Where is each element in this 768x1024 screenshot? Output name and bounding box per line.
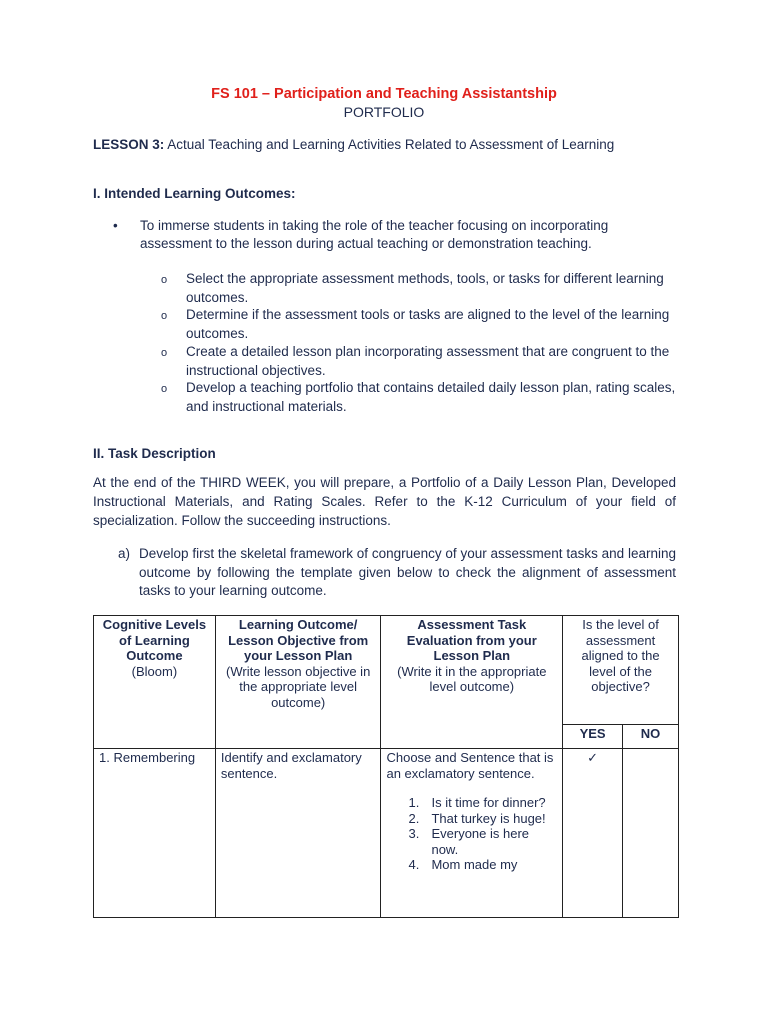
table-row [94, 749, 679, 918]
outcome-sub-item-text: Determine if the assessment tools or tasks are aligned to the level of the learning outcomes. [186, 307, 670, 341]
cell-task-prompt: Choose and Sentence that is an exclamatory sentence. [386, 750, 554, 781]
lesson-label: LESSON 3: [93, 137, 165, 152]
bullet-dot-icon: • [113, 218, 118, 233]
cell-task [381, 749, 563, 918]
task-paragraph: At the end of the THIRD WEEK, you will prepare, a Portfolio of a Daily Lesson Plan, Developed Instructional Materials, and Rating Scales. Refer to the K-12 Curriculum of your field of specialization. Follow the succeeding instructions. [93, 475, 676, 528]
cell-objective: Identify and exclamatory sentence. [215, 749, 381, 918]
header-learning-outcome [215, 616, 381, 749]
page-title: FS 101 – Participation and Teaching Assistantship [211, 86, 557, 102]
lesson-line [93, 137, 614, 152]
outcome-sub-item [161, 269, 681, 307]
list-item: 1. Is it time for dinner? [408, 795, 546, 810]
header-assessment-task [381, 616, 563, 749]
task-item-text: Develop first the skeletal framework of congruency of your assessment tasks and learning outcome by following the template given below to check the alignment of assessment tasks to your learning outcome. [139, 546, 676, 598]
task-options-list [386, 795, 557, 873]
task-item-a [118, 545, 676, 601]
list-item: 2. That turkey is huge! [408, 810, 546, 826]
task-item-marker: a) [118, 546, 131, 561]
outcome-sub-item-text: Select the appropriate assessment methods, tools, or tasks for different learning outcomes. [186, 271, 664, 305]
page-subtitle: PORTFOLIO [343, 104, 425, 120]
header-cognitive-levels-title: Cognitive Levels of Learning Outcome [102, 617, 207, 663]
cell-yes [563, 749, 623, 918]
list-item: 4. Mom made my [408, 857, 518, 872]
header-cognitive-levels-note: (Bloom) [131, 663, 178, 679]
lesson-text: Actual Teaching and Learning Activities Related to Assessment of Learning [164, 137, 615, 152]
outcome-sub-item-text: Develop a teaching portfolio that contains detailed daily lesson plan, rating scales, and instructional materials. [186, 380, 676, 414]
outcome-bullet-text: To immerse students in taking the role of the teacher focusing on incorporating assessment to the lesson during actual teaching or demonstration teaching. [140, 218, 609, 251]
circle-bullet-icon: o [161, 274, 168, 286]
checkmark-icon: ✓ [587, 750, 599, 765]
header-yes: YES [563, 725, 623, 749]
header-assessment-task-title: Assessment Task Evaluation from your Lesson Plan [406, 617, 537, 663]
cell-no [623, 749, 679, 918]
outcome-sub-item [161, 342, 681, 380]
alignment-table [93, 615, 679, 918]
circle-bullet-icon: o [161, 310, 168, 322]
outcome-bullet [113, 217, 683, 253]
header-learning-outcome-title: Learning Outcome/ Lesson Objective from your Lesson Plan [228, 617, 369, 663]
header-alignment-question: Is the level of assessment aligned to the level of the objective? [563, 616, 679, 725]
list-item: 3. Everyone is here now. [408, 826, 530, 857]
section-heading-task: II. Task Description [93, 446, 216, 461]
section-heading-outcomes: I. Intended Learning Outcomes: [93, 186, 296, 201]
circle-bullet-icon: o [161, 347, 168, 359]
header-assessment-task-note: (Write it in the appropriate level outcome) [397, 663, 547, 694]
table-header-row [94, 616, 679, 725]
header-no: NO [623, 725, 679, 749]
header-cognitive-levels [94, 616, 216, 749]
outcome-sub-item [161, 305, 681, 343]
outcome-sub-item [161, 378, 681, 416]
outcome-sub-item-text: Create a detailed lesson plan incorporating assessment that are congruent to the instructional objectives. [186, 344, 670, 378]
cell-level: 1. Remembering [94, 749, 216, 918]
header-learning-outcome-note: (Write lesson objective in the appropriate level outcome) [226, 663, 371, 710]
circle-bullet-icon: o [161, 383, 168, 395]
